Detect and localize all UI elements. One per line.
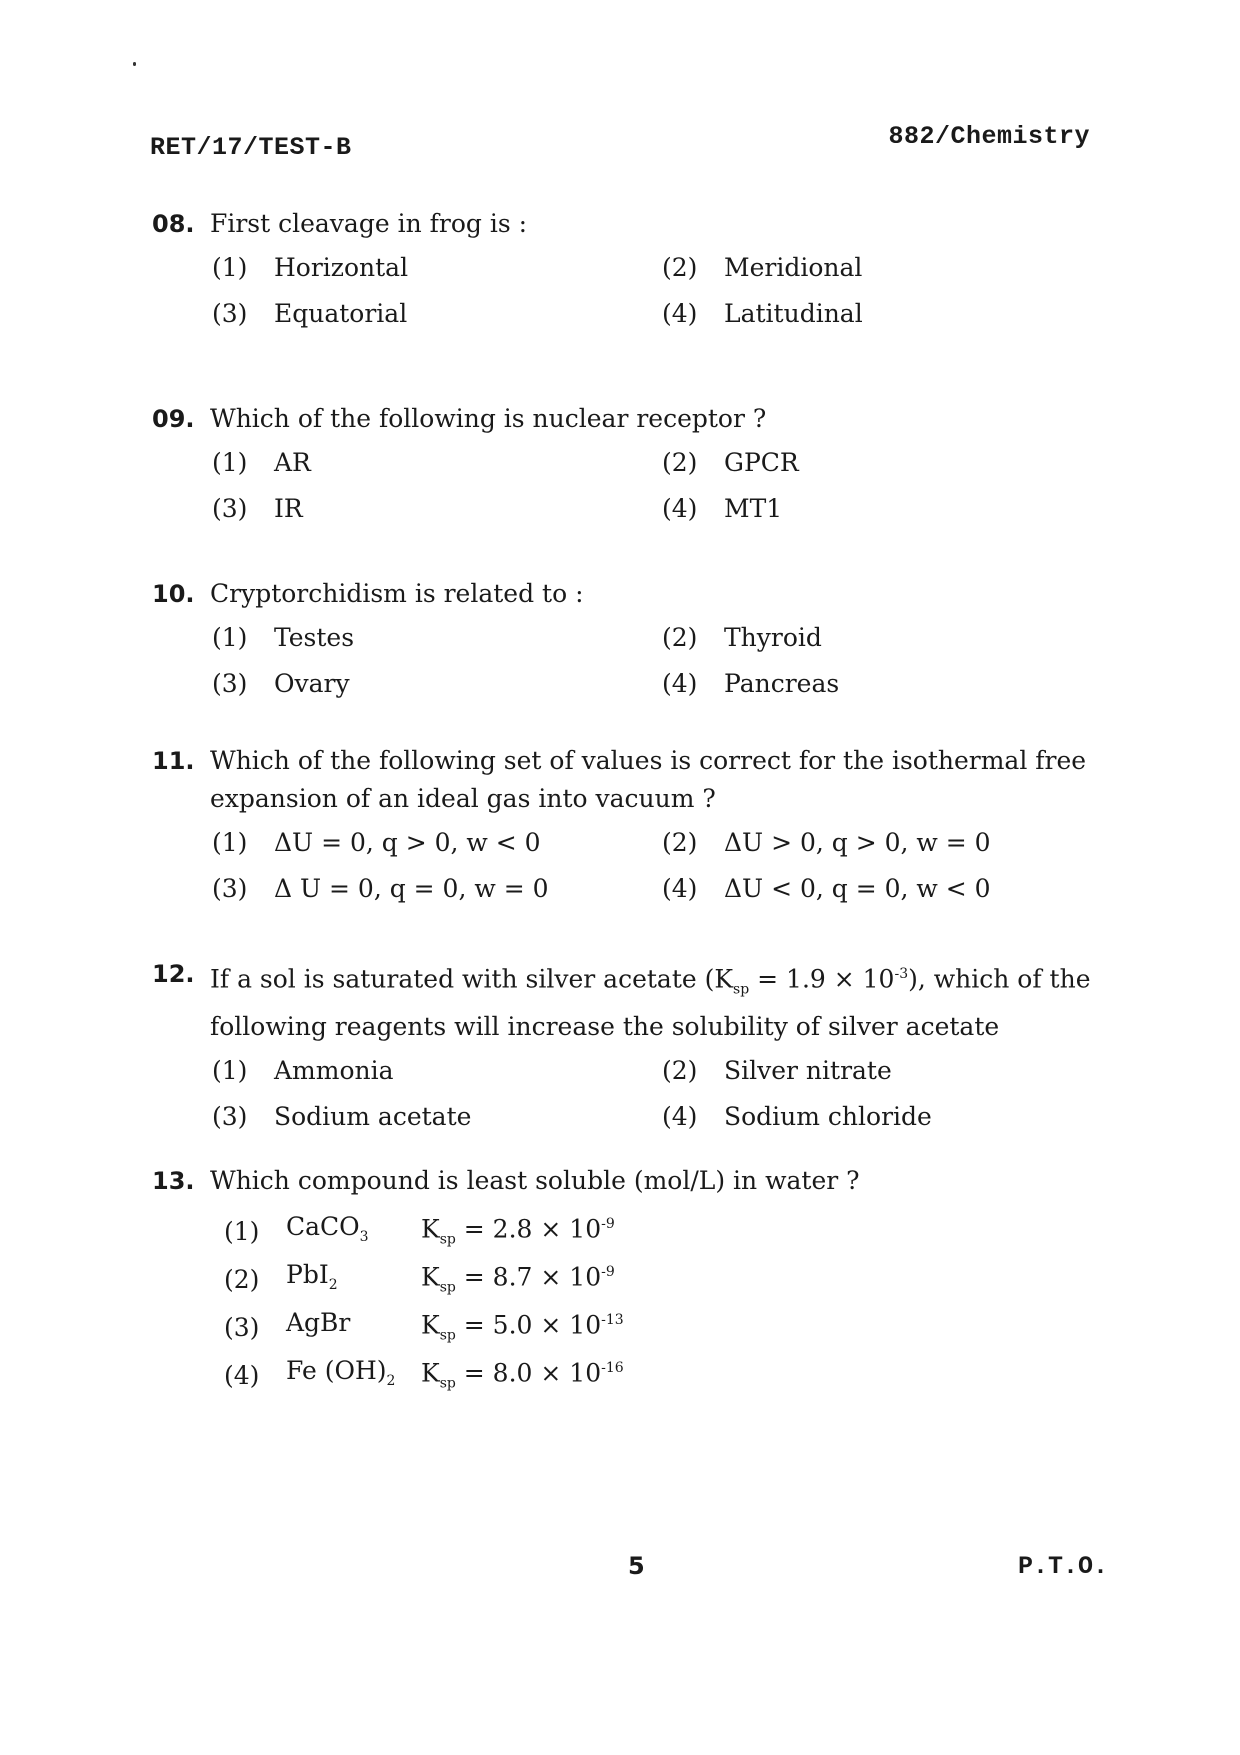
question-text: Cryptorchidism is related to : <box>210 579 584 608</box>
option-4: (4) ΔU < 0, q = 0, w < 0 <box>662 874 991 903</box>
question-text: Which of the following is nuclear receptor ? <box>210 404 767 433</box>
option-3: (3) Sodium acetate <box>212 1102 472 1132</box>
option-4: (4) MT1 <box>662 494 783 523</box>
question-number: 13. <box>152 1167 195 1195</box>
option-3: (3) Δ U = 0, q = 0, w = 0 <box>212 874 549 903</box>
compound: Fe $(OH)_2$ <box>286 1356 396 1389</box>
question-number: 12. <box>152 960 195 988</box>
scan-mark <box>133 62 136 66</box>
option-2: (2) GPCR <box>662 448 799 477</box>
header-code: RET/17/TEST-B <box>150 133 352 162</box>
option-1: (1) Testes <box>212 623 355 652</box>
question-number: 11. <box>152 747 195 775</box>
pto-label: P.T.O. <box>1017 1552 1108 1581</box>
option-2: (2) PbI$_2$ $K_{sp} = 8.7 \times 10^{-9}$ <box>224 1256 1102 1304</box>
page-number: 5 <box>628 1552 645 1580</box>
compound: CaCO$_3$ <box>286 1212 369 1245</box>
ksp-value: $K_{sp} = 8.7 \times 10^{-9}$ <box>421 1262 615 1296</box>
ksp-value: $K_{sp} = 2.8 \times 10^{-9}$ <box>421 1214 615 1248</box>
question-number: 08. <box>152 210 195 238</box>
question-text: Which compound is least soluble (mol/L) in water ? <box>210 1166 860 1195</box>
options <box>212 824 1102 908</box>
compound: PbI$_2$ <box>286 1260 338 1293</box>
ksp-value: $K_{sp} = 5.0 \times 10^{-13}$ <box>421 1310 624 1344</box>
question-13 <box>152 1162 1102 1400</box>
question-11 <box>152 742 1102 908</box>
option-3: (3) IR <box>212 494 303 523</box>
question-08 <box>152 205 1102 333</box>
question-text: Which of the following set of values is correct for the isothermal free expansion of an ideal gas into vacuum ? <box>210 746 1087 813</box>
options <box>212 619 1102 703</box>
option-4: (4) Sodium chloride <box>662 1102 932 1132</box>
options <box>224 1208 1102 1400</box>
options <box>212 1052 1102 1136</box>
option-4: (4) Pancreas <box>662 669 840 698</box>
question-text: First cleavage in frog is : <box>210 209 528 238</box>
option-1: (1) Horizontal <box>212 253 409 282</box>
question-number: 09. <box>152 405 195 433</box>
option-2: (2) Meridional <box>662 253 863 282</box>
question-text: If a sol is saturated with silver acetate $(K_{sp} = 1.9 \times 10^{-3})$, which of the following reagents will increase the solubility of silver acetate <box>210 964 1091 1042</box>
option-2: (2) ΔU > 0, q > 0, w = 0 <box>662 828 991 857</box>
option-1: (1) CaCO$_3$ $K_{sp} = 2.8 \times 10^{-9}$ <box>224 1208 1102 1256</box>
option-3: (3) Ovary <box>212 669 350 698</box>
option-3: (3) Equatorial <box>212 299 408 328</box>
option-4: (4) Fe $(OH)_2$ $K_{sp} = 8.0 \times 10^{-16}$ <box>224 1352 1102 1400</box>
question-09 <box>152 400 1102 528</box>
ksp-value: $K_{sp} = 8.0 \times 10^{-16}$ <box>421 1358 624 1392</box>
option-1: (1) ΔU = 0, q > 0, w < 0 <box>212 828 541 857</box>
option-2: (2) Silver nitrate <box>662 1056 892 1086</box>
options <box>212 249 1102 333</box>
compound: AgBr <box>286 1308 351 1337</box>
question-12 <box>152 955 1102 1136</box>
question-10 <box>152 575 1102 703</box>
option-1: (1) AR <box>212 448 311 477</box>
option-3: (3) AgBr $K_{sp} = 5.0 \times 10^{-13}$ <box>224 1304 1102 1352</box>
option-1: (1) Ammonia <box>212 1056 394 1086</box>
option-2: (2) Thyroid <box>662 623 822 652</box>
options <box>212 444 1102 528</box>
question-number: 10. <box>152 580 195 608</box>
header-subject: 882/Chemistry <box>888 122 1090 151</box>
option-4: (4) Latitudinal <box>662 299 863 328</box>
